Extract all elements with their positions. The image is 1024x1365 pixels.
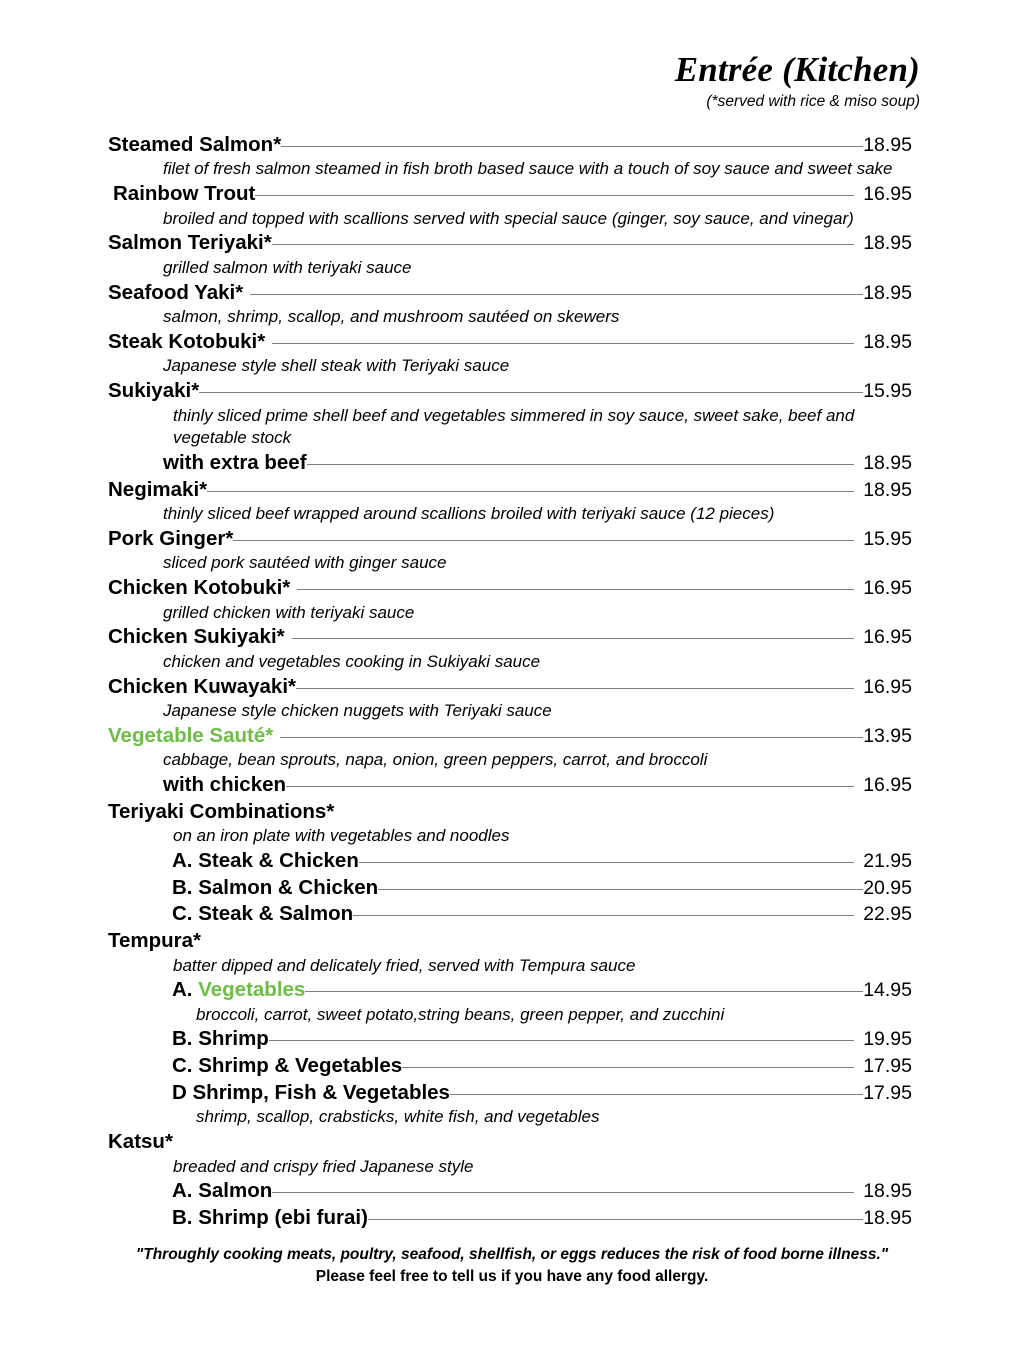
item-description: grilled chicken with teriyaki sauce [163,602,415,622]
menu-subitem-row [0,1026,1024,1053]
menu-subitem-row [0,1178,1024,1205]
item-name: B. Salmon & Chicken [172,875,379,899]
item-description: on an iron plate with vegetables and noodles [173,826,510,846]
menu-item-row [0,329,1024,356]
item-price: 18.95 [863,330,912,353]
menu-header [0,0,1024,110]
menu-item-row [0,181,1024,208]
item-price: 18.95 [863,133,912,156]
item-name: Negimaki* [108,477,208,501]
item-price: 16.95 [863,774,912,797]
menu-subitem-row [0,901,1024,928]
item-description: thinly sliced prime shell beef and vegetables simmered in soy sauce, sweet sake, beef and vegetable stock [173,405,855,448]
menu-item-row [0,280,1024,307]
leader-line [450,1094,863,1095]
item-price: 17.95 [863,1081,912,1104]
section-header: Katsu* [108,1129,173,1153]
leader-line [359,862,854,863]
item-price: 15.95 [863,380,912,403]
section-header: Tempura* [108,928,202,952]
leader-line [368,1219,863,1220]
item-description: broccoli, carrot, sweet potato,string beans, green pepper, and zucchini [196,1004,725,1024]
item-name: A. Salmon [172,1179,273,1203]
item-name: with chicken [163,773,287,797]
item-description: filet of fresh salmon steamed in fish broth based sauce with a touch of soy sauce and sweet sake [163,159,893,179]
page-subtitle: (*served with rice & miso soup) [706,92,920,110]
item-name: C. Shrimp & Vegetables [172,1054,403,1077]
item-price: 22.95 [863,903,912,926]
item-price: 18.95 [863,478,912,501]
item-name: with extra beef [163,450,307,474]
menu-item-row [0,575,1024,602]
leader-line [250,294,863,295]
menu-item-row [0,477,1024,504]
leader-line [280,737,863,738]
item-price: 16.95 [863,626,912,649]
item-price: 14.95 [863,979,912,1002]
item-description: broiled and topped with scallions served with special sauce (ginger, soy sauce, and vinegar) [163,208,854,228]
menu-item-row [0,230,1024,257]
allergy-notice: Please feel free to tell us if you have any food allergy. [315,1267,709,1285]
menu-item-row [0,723,1024,750]
item-name: D Shrimp, Fish & Vegetables [172,1080,450,1104]
leader-line [286,786,854,787]
leader-line [402,1067,854,1068]
item-price: 17.95 [863,1055,912,1077]
leader-line [272,1192,854,1193]
item-price: 16.95 [863,675,912,698]
leader-line [305,991,863,992]
menu-subitem-row [0,875,1024,902]
item-price: 18.95 [863,1180,912,1203]
item-name: Chicken Sukiyaki* [108,625,285,649]
item-name: Salmon Teriyaki* [108,231,272,255]
leader-line [378,889,863,890]
leader-line [307,464,855,465]
item-name: A. Steak & Chicken [172,848,359,872]
leader-line [272,343,854,344]
item-description: batter dipped and delicately fried, served with Tempura sauce [173,955,636,975]
menu-item-row [0,378,1024,405]
item-name: Chicken Kotobuki* [108,576,291,600]
menu-subitem-row [0,1205,1024,1232]
item-name: Chicken Kuwayaki* [108,674,296,698]
item-price: 20.95 [863,876,912,899]
item-name: Pork Ginger* [108,526,234,550]
item-description: cabbage, bean sprouts, napa, onion, green peppers, carrot, and broccoli [163,750,708,770]
leader-line [255,195,854,196]
leader-line [296,688,854,689]
leader-line [233,540,854,541]
item-description: sliced pork sautéed with ginger sauce [163,553,447,573]
item-name: Vegetable Sauté* [108,723,274,747]
item-description: grilled salmon with teriyaki sauce [163,257,412,277]
leader-line [297,589,854,590]
item-name: Vegetables [198,978,306,1002]
item-description: salmon, shrimp, scallop, and mushroom sautéed on skewers [163,307,620,327]
item-price: 16.95 [863,183,912,206]
leader-line [272,244,854,245]
menu-subitem-row [0,772,1024,799]
item-price: 18.95 [863,1206,912,1229]
item-price: 18.95 [863,281,912,304]
item-description: Japanese style chicken nuggets with Teriyaki sauce [163,701,552,721]
item-description: Japanese style shell steak with Teriyaki sauce [163,356,510,376]
leader-line [199,392,863,393]
item-price: 21.95 [863,849,912,872]
item-description: chicken and vegetables cooking in Sukiyaki sauce [163,651,541,671]
item-price: 18.95 [863,232,912,255]
menu-subitem-row [0,1053,1024,1080]
item-price: 16.95 [863,577,912,600]
leader-line [353,915,854,916]
food-safety-disclaimer: "Throughly cooking meats, poultry, seafood, shellfish, or eggs reduces the risk of food borne illness." [135,1246,889,1264]
item-letter: A. [172,978,199,1002]
item-name: Steak Kotobuki* [108,329,266,353]
menu-subitem-row [0,450,1024,477]
item-name: Steamed Salmon* [108,132,282,156]
leader-line [281,146,863,147]
menu-item-row [0,526,1024,553]
page-title: Entrée (Kitchen) [674,50,920,89]
menu-subitem-row [0,977,1024,1004]
item-price: 13.95 [863,724,912,747]
leader-line [269,1040,854,1041]
item-name: Seafood Yaki* [108,280,244,304]
item-price: 18.95 [863,451,912,474]
section-header: Teriyaki Combinations* [108,799,335,823]
item-name: Sukiyaki* [108,379,200,403]
item-name: C. Steak & Salmon [172,902,354,926]
menu-item-row [0,624,1024,651]
menu-subitem-row [0,1080,1024,1107]
item-price: 19.95 [863,1028,912,1051]
leader-line [207,491,854,492]
item-description: shrimp, scallop, crabsticks, white fish, and vegetables [196,1107,600,1127]
menu-footer [0,1231,1024,1287]
leader-line [292,638,855,639]
menu-item-row [0,132,1024,159]
menu-subitem-row [0,848,1024,875]
item-name: B. Shrimp (ebi furai) [172,1205,368,1229]
item-name: Rainbow Trout [113,182,256,206]
item-price: 15.95 [863,527,912,550]
menu-item-list [0,110,1024,1232]
menu-item-row [0,674,1024,701]
item-description: thinly sliced beef wrapped around scallions broiled with teriyaki sauce (12 pieces) [163,504,775,524]
item-description: breaded and crispy fried Japanese style [173,1156,474,1176]
item-name: B. Shrimp [172,1027,269,1051]
